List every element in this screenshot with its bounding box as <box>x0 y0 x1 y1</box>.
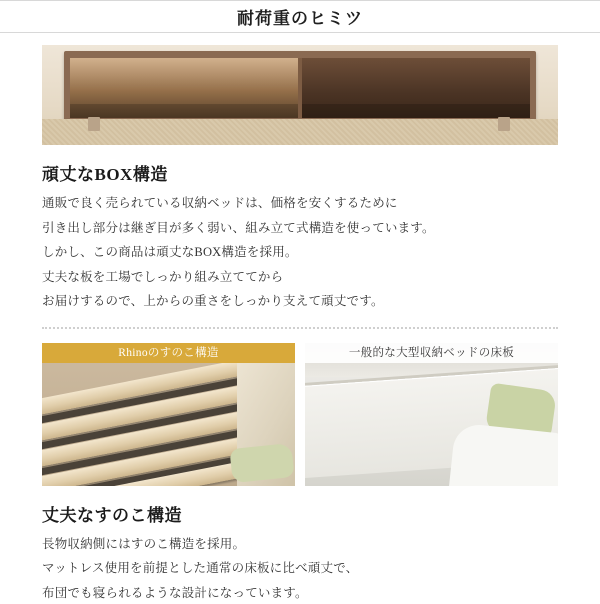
bay-shadow <box>302 104 530 118</box>
body-line: 布団でも寝られるような設計になっています。 <box>42 583 558 604</box>
body-line: マットレス使用を前提とした通常の床板に比べ頑丈で、 <box>42 558 558 580</box>
section-title: 頑丈なBOX構造 <box>42 160 558 185</box>
cabinet-leg-right <box>498 117 510 131</box>
section-title: 丈夫なすのこ構造 <box>42 501 558 526</box>
cabinet-bay-right <box>302 58 530 118</box>
section-box-structure <box>0 160 600 313</box>
section-slat-structure <box>0 501 600 604</box>
flat-board-photo <box>305 343 558 486</box>
slat-base-photo <box>42 343 295 486</box>
cabinet-bay-left <box>70 58 302 118</box>
comparison-panels <box>0 329 600 486</box>
page-header <box>0 0 600 33</box>
slat-photo-art <box>42 343 295 486</box>
body-line: 長物収納側にはすのこ構造を採用。 <box>42 534 558 556</box>
panel-label-board: 一般的な大型収納ベッドの床板 <box>305 343 558 363</box>
body-line: 引き出し部分は継ぎ目が多く弱い、組み立て式構造を使っています。 <box>42 218 558 240</box>
section-body <box>42 193 558 313</box>
white-bedding <box>449 422 558 486</box>
body-line: お届けするので、上からの重さをしっかり支えて頑丈です。 <box>42 291 558 313</box>
hero-image-wrap <box>0 33 600 145</box>
panel-label-slat: Rhinoのすのこ構造 <box>42 343 295 363</box>
storage-box-structure-photo <box>42 45 558 145</box>
floor-texture <box>42 119 558 145</box>
body-line: しかし、この商品は頑丈なBOX構造を採用。 <box>42 242 558 264</box>
body-line: 通販で良く売られている収納ベッドは、価格を安くするために <box>42 193 558 215</box>
green-cushion <box>229 442 294 482</box>
bay-shadow <box>70 104 298 118</box>
page-title: 耐荷重のヒミツ <box>237 4 363 29</box>
cabinet-body <box>64 51 536 123</box>
section-body <box>42 534 558 604</box>
body-line: 丈夫な板を工場でしっかり組み立ててから <box>42 267 558 289</box>
board-photo-art <box>305 343 558 486</box>
cabinet-interior <box>70 58 530 118</box>
cabinet-leg-left <box>88 117 100 131</box>
